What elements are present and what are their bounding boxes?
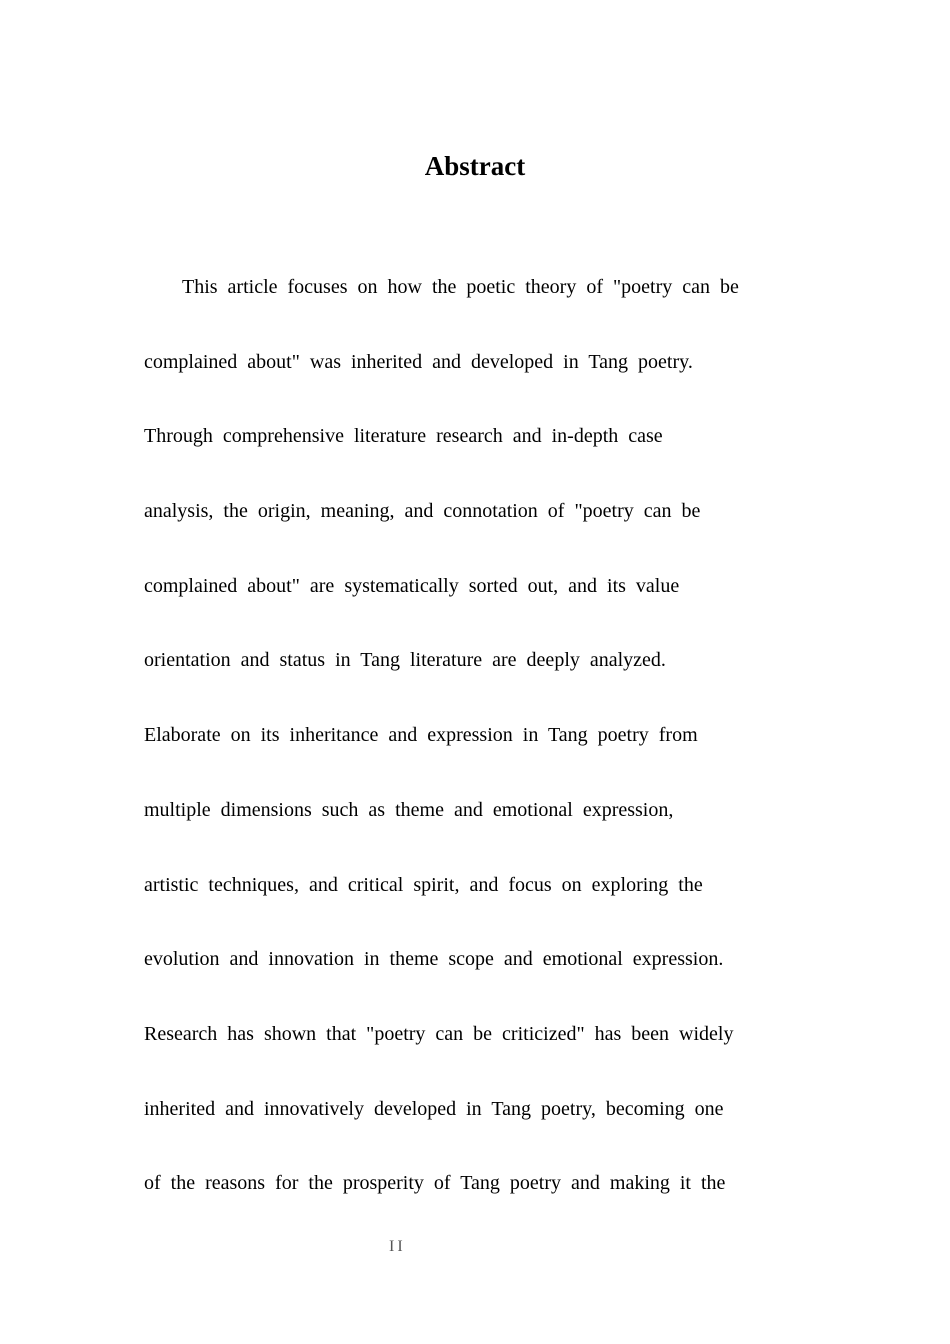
- abstract-line: inherited and innovatively developed in Tang poetry, becoming one: [144, 1097, 724, 1120]
- abstract-line: Research has shown that "poetry can be criticized" has been widely: [144, 1022, 734, 1045]
- abstract-line: multiple dimensions such as theme and emotional expression,: [144, 798, 674, 821]
- abstract-line: This article focuses on how the poetic theory of "poetry can be: [182, 276, 739, 298]
- abstract-line: Through comprehensive literature research and in-depth case: [144, 425, 663, 448]
- abstract-line: complained about" was inherited and developed in Tang poetry.: [144, 350, 693, 373]
- abstract-line: artistic techniques, and critical spirit, and focus on exploring the: [144, 873, 703, 896]
- abstract-line: complained about" are systematically sorted out, and its value: [144, 574, 680, 597]
- abstract-line: orientation and status in Tang literature are deeply analyzed.: [144, 649, 666, 672]
- abstract-line: Elaborate on its inheritance and expression in Tang poetry from: [144, 724, 698, 747]
- abstract-body: [144, 267, 824, 1238]
- page-title: Abstract: [424, 151, 526, 181]
- page-number: II: [389, 1238, 406, 1255]
- abstract-line: analysis, the origin, meaning, and connotation of "poetry can be: [144, 500, 701, 523]
- abstract-line: evolution and innovation in theme scope and emotional expression.: [144, 948, 724, 971]
- abstract-line: of the reasons for the prosperity of Tang poetry and making it the: [144, 1172, 726, 1195]
